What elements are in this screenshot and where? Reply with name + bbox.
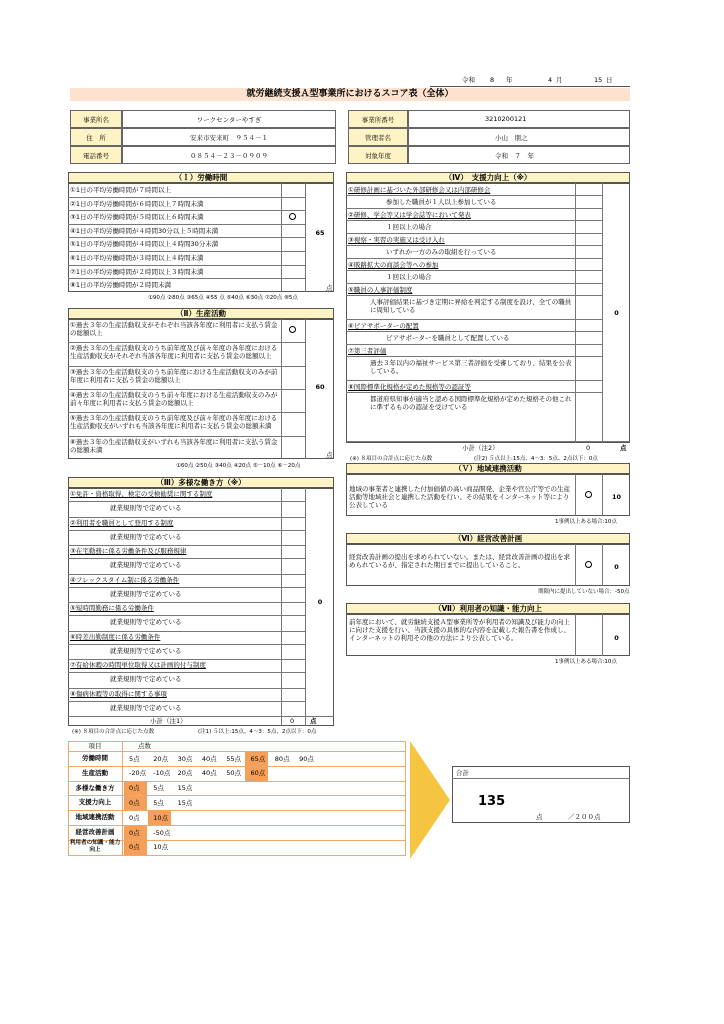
sec3-note-left: (※) ８項目の合計点に応じた点数 [72, 729, 155, 735]
sec4-sub-divider [346, 270, 602, 271]
sec3-unit: 点 [310, 717, 317, 725]
points-cell: 0点 [129, 784, 140, 793]
month: 4 [548, 76, 553, 84]
points-cell: -20点 [129, 769, 147, 778]
sec3-score: 0 [317, 598, 323, 606]
sec2-row: ③過去３年の生産活動収支のうち前年度における生産活動収支のみが前年度に利用者に支払う賃金の総額以上 [70, 367, 278, 384]
points-cell: 15点 [177, 798, 193, 807]
sec3-sub-divider [68, 530, 305, 531]
points-head-points: 点数 [138, 742, 151, 750]
sec2-row: ②過去３年の生産活動収支のうち前年度及び前々年度の各年度における生産活動収支がそれぞれ当該各年度に利用者に支払う賃金の総額以上 [70, 344, 278, 361]
points-row-divider [68, 766, 406, 767]
points-row-label: 労働時間 [82, 754, 108, 762]
sec4-score: 0 [614, 309, 619, 317]
points-cell: -10点 [153, 769, 171, 778]
sec4-subtotal-divider [346, 441, 630, 442]
sec6-score: 0 [614, 563, 619, 571]
sec1-row: ⑤1日の平均労働時間が４時間以上４時間30分未満 [70, 240, 219, 249]
sec1-row: ⑦1日の平均労働時間が２時間以上３時間未満 [70, 267, 204, 276]
sec4-sub-divider [346, 220, 602, 221]
address: 安来市安来町 ９５４－１ [122, 128, 336, 146]
sec3-item-divider [68, 631, 305, 632]
sec4-item-divider [346, 258, 602, 259]
sec3-item-sub: 就業規則等で定めている [110, 561, 182, 569]
office-name: ワークセンターやすぎ [122, 110, 336, 128]
total-value: 135 [478, 794, 506, 809]
sec4-subtotal: 0 [586, 444, 591, 452]
sec4-item-title: ②研修、学会等又は学会誌等において発表 [348, 211, 471, 219]
points-head-item: 項目 [88, 742, 102, 750]
points-cell: 5点 [129, 754, 140, 763]
sec6-note: 期限内に提出していない場合：-50点 [538, 589, 630, 595]
sec3-subtotal-label: 小計（注1） [150, 717, 187, 725]
sec3-item-sub: 就業規則等で定めている [110, 589, 182, 598]
sec4-item-sub: １回以上の場合 [386, 223, 432, 231]
office-no: 3210200121 [408, 110, 630, 128]
points-row-label: 経営改善計画 [75, 828, 115, 836]
sec4-item-title: ⑤職員の人事評価制度 [348, 286, 413, 294]
sec4-item-title: ①研修計画に基づいた外部研修会又は内部研修会 [348, 186, 491, 194]
sec2-row: ④過去３年の生産活動収支のうち前々年度における生産活動収支のみが前々年度に利用者に支払う賃金の総額以上 [70, 391, 278, 408]
sec2-row-divider [68, 366, 305, 367]
points-cell: 5点 [153, 798, 164, 807]
sec4-item-divider [346, 283, 602, 284]
sec1-row: ①1日の平均労働時間が７時間以上 [70, 186, 171, 194]
sec4-item-sub: 人事評価結果に基づき定期に昇給を判定する制度を設け、全ての職員に周知している [370, 298, 572, 315]
manager: 小山 朋之 [408, 128, 630, 146]
sec3-item-sub: 就業規則等で定めている [110, 646, 182, 655]
sec7-score: 0 [614, 634, 619, 642]
sec4-item-divider [346, 380, 602, 381]
sec7-note: 1事例以上ある場合:10点 [555, 659, 617, 665]
sec4-item-divider [346, 233, 602, 234]
sec7-title: （Ⅶ）利用者の知識・能力向上 [346, 603, 630, 614]
points-cell: 0点 [129, 828, 140, 837]
sec3-sub-divider [68, 701, 305, 702]
points-cell: 15点 [177, 784, 193, 793]
sec1-title: （Ｉ）労働時間 [68, 172, 334, 183]
points-cell: 0点 [129, 798, 140, 807]
sec3-item-title: ⑤短時間勤務に係る労働条件 [70, 604, 154, 612]
date-line [430, 76, 630, 87]
sec3-item-divider [68, 545, 305, 546]
sec3-item-title: ②利用者を職員として登用する制度 [70, 518, 174, 527]
points-row-divider [68, 795, 406, 796]
sec5-title: （Ｖ）地域連携活動 [346, 463, 630, 474]
sec3-item-title: ①免許・資格取得、検定の受検勧奨に関する制度 [70, 490, 213, 498]
points-row-label: 生産活動 [82, 768, 108, 777]
sec2-row: ⑤過去３年の生産活動収支のうち前年度及び前々年度の各年度における生産活動収支がいずれも当該各年度に利用者に支払う賃金の総額未満 [70, 414, 278, 431]
sec3-item-title: ⑦有給休暇の時間単位取得又は計画的付与制度 [70, 661, 206, 669]
sec4-title: （Ⅳ） 支援力向上（※） [346, 172, 630, 183]
sec4-sub-divider [346, 331, 602, 332]
points-cell: 0点 [129, 843, 140, 852]
sec2-selected-mark [289, 326, 296, 333]
points-cell: 80点 [274, 754, 290, 763]
address-label: 住 所 [70, 128, 122, 146]
sec4-item-title: ⑦第三者評価 [348, 347, 387, 355]
day: 15 [594, 76, 603, 84]
sec2-row-divider [68, 436, 305, 437]
points-cell: 10点 [153, 843, 169, 852]
sec4-item-sub: 参加した職員が１人以上参加している [386, 198, 497, 206]
sec1-row-divider [68, 265, 305, 266]
sec1-row: ②1日の平均労働時間が６時間以上７時間未満 [70, 199, 204, 208]
phone-label: 電話番号 [70, 146, 122, 164]
sec4-item-title: ④販路拡大の商談会等への参加 [348, 261, 439, 269]
sec3-item-divider [68, 602, 305, 603]
sec4-note-right: (注2) ５点以上:15点、4～3：5点、2点以下：0点 [474, 456, 598, 462]
target-year: 令和 ７ 年 [408, 146, 630, 164]
sec2-title: （Ⅱ）生産活動 [68, 308, 334, 319]
points-cell: 60点 [250, 769, 266, 778]
sec5-score: 10 [611, 493, 622, 501]
sec3-item-sub: 就業規則等で定めている [110, 618, 182, 626]
sec1-row: ⑧1日の平均労働時間が２時間未満 [70, 281, 171, 290]
sec1-row-divider [68, 224, 305, 225]
total-label: 合計 [456, 769, 469, 777]
sec1-score: 65 [315, 229, 325, 237]
sec4-item-sub: 過去３年以内の福祉サービス第三者評価を受審しており、結果を公表している。 [370, 359, 572, 376]
sec4-sub-divider [346, 295, 602, 296]
sec4-item-title: ⑥ピアサポーターの配置 [348, 322, 419, 330]
era: 令和 [462, 76, 475, 84]
points-row-label: 地域連携活動 [75, 813, 115, 822]
sec4-sub-divider [346, 245, 602, 246]
sec1-row-divider [68, 251, 305, 252]
points-cell: 20点 [153, 754, 169, 763]
sec2-row: ①過去３年の生産活動収支がそれぞれ当該各年度に利用者に支払う賃金の総額以上 [70, 321, 278, 338]
sec5-selected-mark [585, 491, 592, 498]
points-cell: -50点 [153, 828, 171, 837]
sec1-footnote: ①90点 ②80点 ③65点 ④55 点 ⑤40点 ⑥30点 ⑦20点 ⑧5点 [148, 295, 298, 301]
points-row-label: 支援力向上 [78, 798, 112, 807]
sec5-note: 1事例以上ある場合:10点 [555, 519, 617, 525]
sec4-item-divider [346, 208, 602, 209]
sec3-item-divider [68, 574, 305, 575]
sec1-unit: 点 [326, 284, 333, 292]
sec3-item-divider [68, 517, 305, 518]
sec3-item-title: ③在宅勤務に係る労働条件及び服務規律 [70, 547, 187, 555]
sec4-item-sub: １回以上の場合 [386, 273, 432, 281]
sec3-item-sub: 就業規則等で定めている [110, 504, 182, 512]
points-row-divider [68, 825, 406, 826]
arrow-right-icon [410, 741, 450, 859]
sec4-note-left: (※) ８項目の合計点に応じた点数 [350, 456, 433, 462]
sec3-sub-divider [68, 558, 305, 559]
points-cell: 10点 [153, 813, 169, 822]
sec5-text: 地域の事業者と連携した付加価値の高い商品開発、企業や官公庁等での生産活動等地域社会と連携した活動を行い、その結果をインターネット等により公表している [349, 485, 570, 510]
sec3-item-divider [68, 659, 305, 660]
sec1-row-divider [68, 197, 305, 198]
sec4-subtotal-label: 小計（注2） [462, 444, 499, 452]
sec2-unit: 点 [326, 451, 333, 459]
sec4-sub-divider [346, 195, 602, 196]
sec1-row: ⑥1日の平均労働時間が３時間以上４時間未満 [70, 254, 204, 262]
sec3-sub-divider [68, 615, 305, 616]
target-year-label: 対象年度 [348, 146, 408, 164]
sec4-sub-divider [346, 392, 602, 393]
points-cell: 90点 [299, 754, 314, 763]
sec4-item-divider [346, 344, 602, 345]
points-row-divider [68, 810, 406, 811]
sec1-row-divider [68, 278, 305, 279]
sec4-item-sub: いずれか一方のみの取組を行っている [386, 248, 497, 256]
points-row-label: 利用者の知識・能力向上 [69, 839, 121, 853]
sec1-row: ③1日の平均労働時間が５時間以上６時間未満 [70, 213, 204, 222]
sec3-sub-divider [68, 501, 305, 502]
points-cell: 0点 [129, 813, 140, 822]
points-row-label: 多様な働き方 [75, 783, 115, 792]
sec3-item-sub: 就業規則等で定めている [110, 675, 182, 683]
year-unit: 年 [506, 76, 513, 84]
sec3-item-title: ⑥時差出勤制度に係る労働条件 [70, 632, 161, 641]
year: 8 [490, 76, 495, 84]
points-row-divider [68, 781, 406, 782]
sec7-text: 前年度において、就労継続支援Ａ型事業所等が利用者の知識及び能力の向上に向けた支援を行い、当該支援の具体的な内容を記載した報告書を作成し、インターネットの利用その他の方法により公表している。 [349, 618, 570, 643]
sec4-sub-divider [346, 356, 602, 357]
sec2-score: 60 [315, 383, 325, 391]
sec3-item-title: ⑧傷病休暇等の取得に関する事項 [70, 689, 167, 698]
sec1-row-divider [68, 210, 305, 211]
sec1-row-divider [68, 237, 305, 238]
sec3-subtotal: 0 [290, 717, 295, 725]
phone: ０８５４－２３－０９０９ [122, 146, 336, 164]
points-cell: 30点 [177, 754, 193, 763]
points-cell: 5点 [153, 784, 164, 793]
sec1-selected-mark [289, 213, 296, 220]
sec3-note-right: (注1) ５以上:15点、4～3：5点、2点以下：0点 [198, 729, 317, 735]
sec3-item-sub: 就業規則等で定めている [110, 703, 182, 712]
sec1-row: ④1日の平均労働時間が４時間30分以上５時間未満 [70, 226, 219, 235]
sec3-item-divider [68, 688, 305, 689]
sec3-sub-divider [68, 587, 305, 588]
sec4-item-sub: ピアサポーターを職員として配置している [386, 334, 510, 342]
sec6-selected-mark [585, 561, 592, 568]
sec3-sub-divider [68, 672, 305, 673]
office-no-label: 事業所番号 [348, 110, 408, 128]
total-unit: 点 [536, 813, 543, 821]
points-cell: 40点 [201, 754, 217, 763]
sec3-title: （Ⅲ）多様な働き方（※） [68, 477, 334, 488]
sec4-item-sub: 都道府県知事が適当と認める国際標準化規格が定めた規格その他これに準ずるものの認証を受けている [370, 395, 572, 412]
sec4-item-title: ③視察・実習の実施又は受け入れ [348, 236, 445, 244]
sec4-item-title: ⑧国際標準化規格が定めた規格等の認証等 [348, 383, 471, 391]
sec4-item-divider [346, 319, 602, 320]
page-title: 就労継続支援Ａ型事業所におけるスコア表（全体） [70, 88, 630, 101]
points-cell: 40点 [201, 769, 217, 778]
points-cell: 55点 [226, 754, 241, 763]
points-cell: 50点 [226, 769, 241, 778]
month-unit: 月 [556, 76, 563, 84]
sec3-item-title: ④フレックスタイム制に係る労働条件 [70, 575, 180, 584]
points-cell: 20点 [177, 769, 193, 778]
sec4-unit: 点 [620, 444, 627, 452]
sec3-item-sub: 就業規則等で定めている [110, 532, 182, 541]
sec6-title: （Ⅵ）経営改善計画 [346, 533, 630, 544]
office-name-label: 事業所名 [70, 110, 122, 128]
sec3-sub-divider [68, 644, 305, 645]
sec2-row: ⑥過去３年の生産活動収支がいずれも当該各年度に利用者に支払う賃金の総額未満 [70, 437, 278, 454]
total-max: ／２００点 [568, 813, 601, 821]
points-cell: 65点 [250, 754, 266, 763]
manager-label: 管理者名 [348, 128, 408, 146]
day-unit: 日 [606, 76, 613, 84]
sec6-text: 経営改善計画の提出を求められていない。または、経営改善計画の提出を求められているが、指定された期日までに提出していること。 [349, 553, 570, 570]
sec2-row-divider [68, 389, 305, 390]
sec2-footnote: ①60点 ②50点 ③40点 ④20点 ⑤－10点 ⑥－20点 [176, 463, 301, 469]
